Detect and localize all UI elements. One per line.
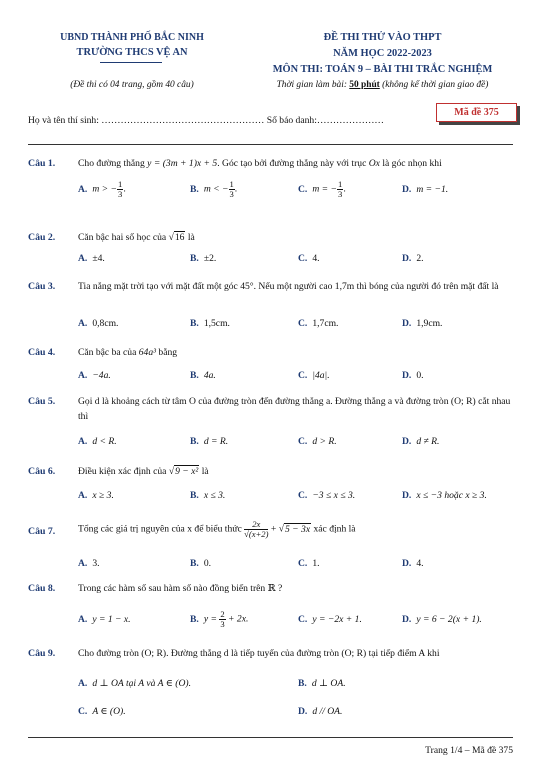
option-d: D. 0. (402, 370, 424, 381)
authority-name: UBND THÀNH PHỐ BẮC NINH (60, 32, 204, 43)
question-7 (28, 518, 518, 568)
option-a: A. d ⊥ OA tại A và A ∈ (O). (78, 678, 191, 689)
header-divider (28, 144, 513, 145)
page-footer: Trang 1/4 – Mã đề 375 (425, 745, 513, 756)
question-text: Điều kiện xác định của √9 − x² là (78, 466, 209, 477)
option-b: B. m < − $\frac{1}{3}$ . (190, 179, 238, 199)
question-text: Cho đường tròn (O; R). Đường thẳng d là tiếp tuyến của đường tròn (O; R) tại tiếp điểm A khi (78, 648, 440, 659)
exam-header (0, 0, 543, 118)
option-c: C. m = − $\frac{1}{3}$ . (298, 179, 346, 199)
question-label: Câu 7. (28, 526, 56, 537)
option-c: C. A ∈ (O). (78, 706, 126, 717)
option-a: A. 3. (78, 558, 100, 569)
option-c: C. |4a|. (298, 370, 330, 381)
question-label: Câu 3. (28, 281, 56, 292)
option-a: A. ±4. (78, 253, 105, 264)
option-a: A. d < R. (78, 436, 117, 447)
question-8 (28, 583, 518, 633)
question-text: Căn bậc ba của 64a³ bằng (78, 347, 178, 358)
option-d: D. m = −1. (402, 184, 449, 195)
option-b: B. ±2. (190, 253, 217, 264)
question-6 (28, 466, 518, 502)
exam-note: (Đề thi có 04 trang, gồm 40 câu) (70, 80, 194, 90)
option-d: D. x ≤ −3 hoặc x ≥ 3. (402, 490, 487, 501)
footer-divider (28, 737, 513, 738)
question-5 (28, 396, 518, 452)
question-text: Căn bậc hai số học của √16 là (78, 232, 195, 243)
exam-title: ĐỀ THI THỬ VÀO THPT (323, 32, 442, 43)
option-a: A. −4a. (78, 370, 111, 381)
option-c: C. 4. (298, 253, 320, 264)
option-a: A. x ≥ 3. (78, 490, 114, 501)
question-label: Câu 9. (28, 648, 56, 659)
option-c: C. −3 ≤ x ≤ 3. (298, 490, 356, 501)
option-d: D. 2. (402, 253, 424, 264)
option-b: B. d ⊥ OA. (298, 678, 346, 689)
question-9 (28, 648, 518, 724)
question-3 (28, 281, 518, 331)
option-b: B. x ≤ 3. (190, 490, 226, 501)
question-1 (28, 158, 518, 218)
option-d: D. d ≠ R. (402, 436, 440, 447)
option-b: B. d = R. (190, 436, 229, 447)
option-c: C. 1. (298, 558, 320, 569)
option-d: D. d // OA. (298, 706, 343, 717)
question-text: Cho đường thẳng y = (3m + 1)x + 5. Góc tạo bởi đường thẳng này với trục Ox là góc nhọn khi (78, 158, 442, 169)
school-name: TRƯỜNG THCS VỆ AN (76, 47, 188, 58)
question-text: Tổng các giá trị nguyên của x để biểu thức $\frac{2x}{√(x+2)}$ + √5 − 3x xác định là (78, 519, 356, 539)
question-4 (28, 347, 518, 383)
option-a: A. y = 1 − x. (78, 614, 131, 625)
option-a: A. m > − $\frac{1}{3}$ . (78, 179, 126, 199)
question-label: Câu 6. (28, 466, 56, 477)
question-text: Gọi d là khoảng cách từ tâm O của đường tròn đến đường thẳng a. Đường thẳng a và đường tròn (O; R) cắt nhau thì (78, 396, 511, 422)
exam-subject: MÔN THI: TOÁN 9 – BÀI THI TRẮC NGHIỆM (272, 64, 493, 75)
question-label: Câu 5. (28, 396, 56, 407)
option-b: B. 0. (190, 558, 212, 569)
question-label: Câu 1. (28, 158, 56, 169)
exam-code-box: Mã đề 375 (436, 103, 517, 122)
option-c: C. 1,7cm. (298, 318, 339, 329)
option-d: D. 1,9cm. (402, 318, 443, 329)
option-d: D. 4. (402, 558, 424, 569)
time-prefix: Thời gian làm bài: (276, 80, 350, 90)
time-value: 50 phút (349, 80, 380, 90)
question-2 (28, 232, 518, 266)
exam-year: NĂM HỌC 2022-2023 (333, 48, 432, 59)
exam-time (240, 80, 525, 90)
question-text: Trong các hàm số sau hàm số nào đồng biến trên ℝ ? (78, 583, 283, 594)
option-b: B. 1,5cm. (190, 318, 230, 329)
option-b: B. y = $\frac{2}{3}$ + 2x. (190, 609, 249, 629)
question-text: Tia nắng mặt trời tạo với mặt đất một góc 45°. Nếu một người cao 1,7m thì bóng của người đó trên mặt đất là (78, 281, 499, 292)
question-label: Câu 4. (28, 347, 56, 358)
option-b: B. 4a. (190, 370, 216, 381)
option-a: A. 0,8cm. (78, 318, 119, 329)
question-label: Câu 8. (28, 583, 56, 594)
option-c: C. y = −2x + 1. (298, 614, 362, 625)
question-label: Câu 2. (28, 232, 56, 243)
option-d: D. y = 6 − 2(x + 1). (402, 614, 482, 625)
student-info-line: Họ và tên thí sinh: …………………………………………… Số báo danh:………………… (28, 115, 385, 126)
option-c: C. d > R. (298, 436, 337, 447)
time-suffix: (không kể thời gian giao đề) (379, 80, 489, 90)
school-underline (100, 62, 162, 63)
